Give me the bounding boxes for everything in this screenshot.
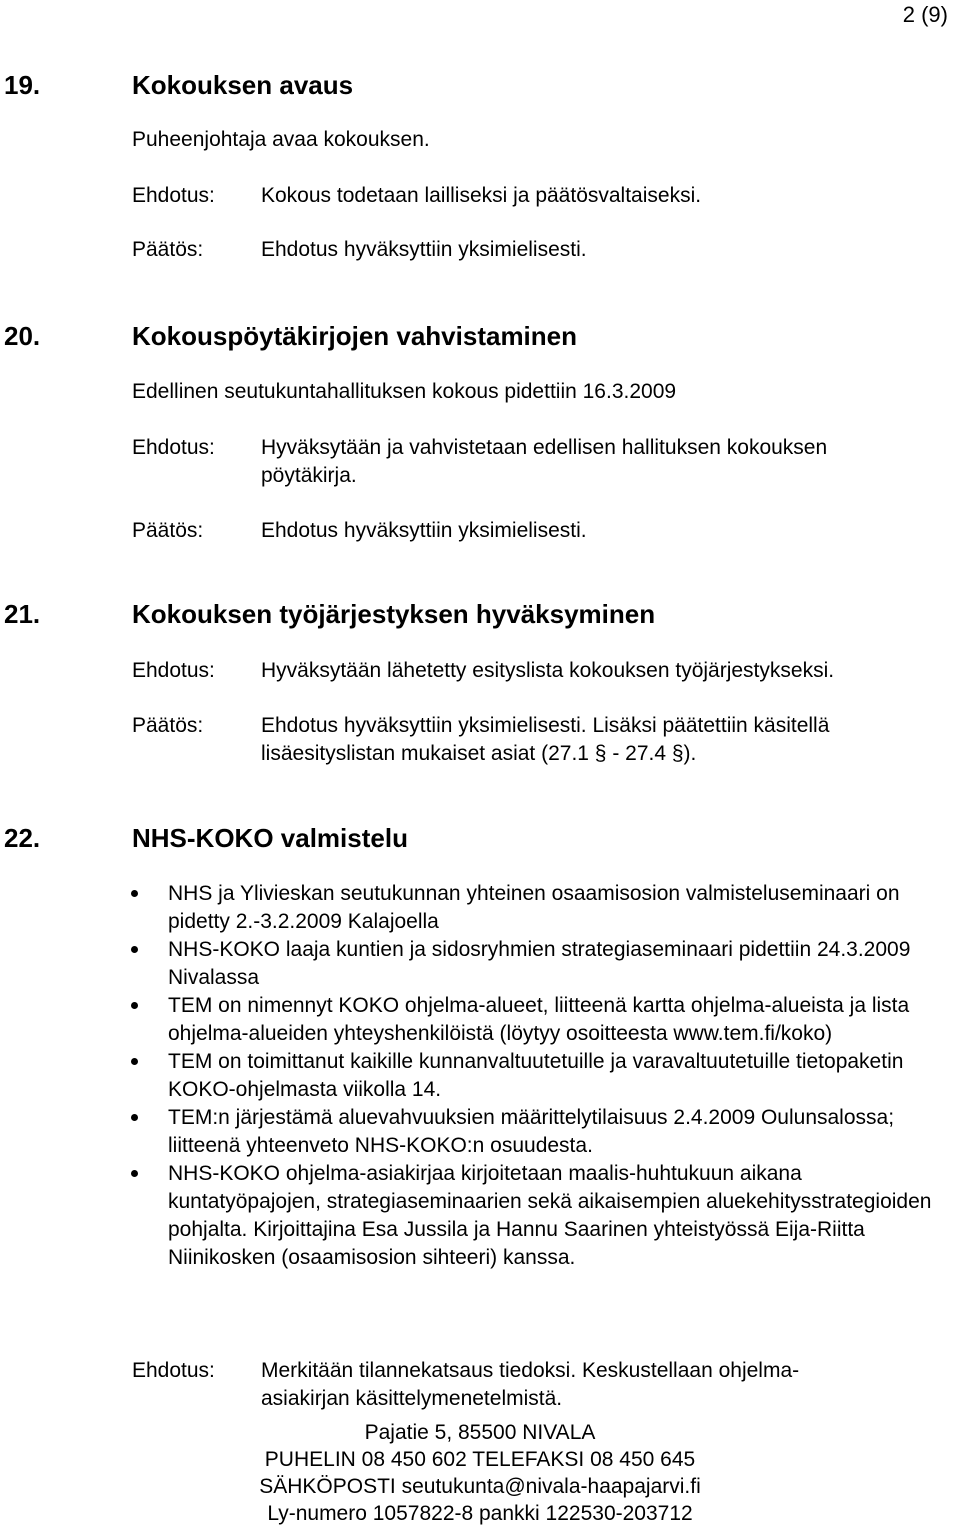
section-number: 22. [4,823,41,853]
section-intro: Puheenjohtaja avaa kokouksen. [132,128,430,151]
section-intro: Edellinen seutukuntahallituksen kokous pidettiin 16.3.2009 [132,380,677,403]
list-item-text: NHS-KOKO ohjelma-asiakirjaa kirjoitetaan maalis-huhtukuun aikana kuntatyöpajojen, strategiaseminaarien sekä aikaisempien aluekehitysstrategioiden pohjalta. Kirjoittajina Esa Jussila ja Hannu Saarinen yhteistyössä Eija-Riitta Niinikosken (osaamisosion sihteeri) kanssa. [168,1162,932,1269]
list-item [130,880,950,936]
footer-bank: Ly-numero 1057822-8 pankki 122530-203712 [267,1502,693,1525]
bullet-icon [131,1058,138,1065]
ehdotus-label: Ehdotus: [132,436,215,459]
list-item-text: NHS-KOKO laaja kuntien ja sidosryhmien strategiaseminaari pidettiin 24.3.2009 Nivalassa [168,938,911,989]
footer-email: SÄHKÖPOSTI seutukunta@nivala-haapajarvi.fi [259,1475,701,1498]
ehdotus-text-line-2: asiakirjan käsittelymenetelmistä. [261,1387,563,1410]
ehdotus-label: Ehdotus: [132,184,215,207]
bullet-icon [131,890,138,897]
section-title: Kokouspöytäkirjojen vahvistaminen [132,321,578,351]
list-item [130,1104,950,1160]
ehdotus-label: Ehdotus: [132,1359,215,1382]
page-number: 2 (9) [902,2,948,27]
paatos-text: Ehdotus hyväksyttiin yksimielisesti. [261,519,587,542]
bullet-icon [131,946,138,953]
ehdotus-text: Kokous todetaan lailliseksi ja päätösvaltaiseksi. [261,184,702,207]
paatos-text-line-2: lisäesityslistan mukaiset asiat (27.1 § - 27.4 §). [261,742,697,765]
bullet-icon [131,1114,138,1121]
ehdotus-text-line-1: Hyväksytään ja vahvistetaan edellisen hallituksen kokouksen [261,436,828,459]
ehdotus-text-line-2: pöytäkirja. [261,464,357,487]
ehdotus-text: Hyväksytään lähetetty esityslista kokouksen työjärjestykseksi. [261,659,835,682]
bullet-icon [131,1170,138,1177]
list-item [130,936,950,992]
ehdotus-label: Ehdotus: [132,659,215,682]
list-item [130,992,950,1048]
section-title: Kokouksen avaus [132,70,354,100]
section-number: 19. [4,70,41,100]
section-title: NHS-KOKO valmistelu [132,823,408,853]
paatos-label: Päätös: [132,238,204,261]
list-item-text: TEM on toimittanut kaikille kunnanvaltuutetuille ja varavaltuutetuille tietopaketin KOKO-ohjelmasta viikolla 14. [168,1050,904,1101]
paatos-text-line-1: Ehdotus hyväksyttiin yksimielisesti. Lisäksi päätettiin käsitellä [261,714,830,737]
ehdotus-text-line-1: Merkitään tilannekatsaus tiedoksi. Keskustellaan ohjelma- [261,1359,800,1382]
list-item [130,1048,950,1104]
bullet-list [130,880,950,1272]
list-item-text: TEM:n järjestämä aluevahvuuksien määrittelytilaisuus 2.4.2009 Oulunsalossa; liitteenä yhteenveto NHS-KOKO:n osuudesta. [168,1106,895,1157]
paatos-label: Päätös: [132,714,204,737]
list-item-text: TEM on nimennyt KOKO ohjelma-alueet, liitteenä kartta ohjelma-alueista ja lista ohjelma-alueiden yhteyshenkilöistä (löytyy osoitteesta www.tem.fi/koko) [168,994,910,1045]
section-number: 20. [4,321,41,351]
list-item [130,1160,950,1272]
paatos-text: Ehdotus hyväksyttiin yksimielisesti. [261,238,587,261]
section-number: 21. [4,599,41,629]
list-item-text: NHS ja Ylivieskan seutukunnan yhteinen osaamisosion valmisteluseminaari on pidetty 2.-3.2.2009 Kalajoella [168,882,900,933]
paatos-label: Päätös: [132,519,204,542]
bullet-icon [131,1002,138,1009]
footer-phone: PUHELIN 08 450 602 TELEFAKSI 08 450 645 [264,1448,696,1471]
footer-address: Pajatie 5, 85500 NIVALA [364,1421,596,1444]
section-title: Kokouksen työjärjestyksen hyväksyminen [132,599,656,629]
